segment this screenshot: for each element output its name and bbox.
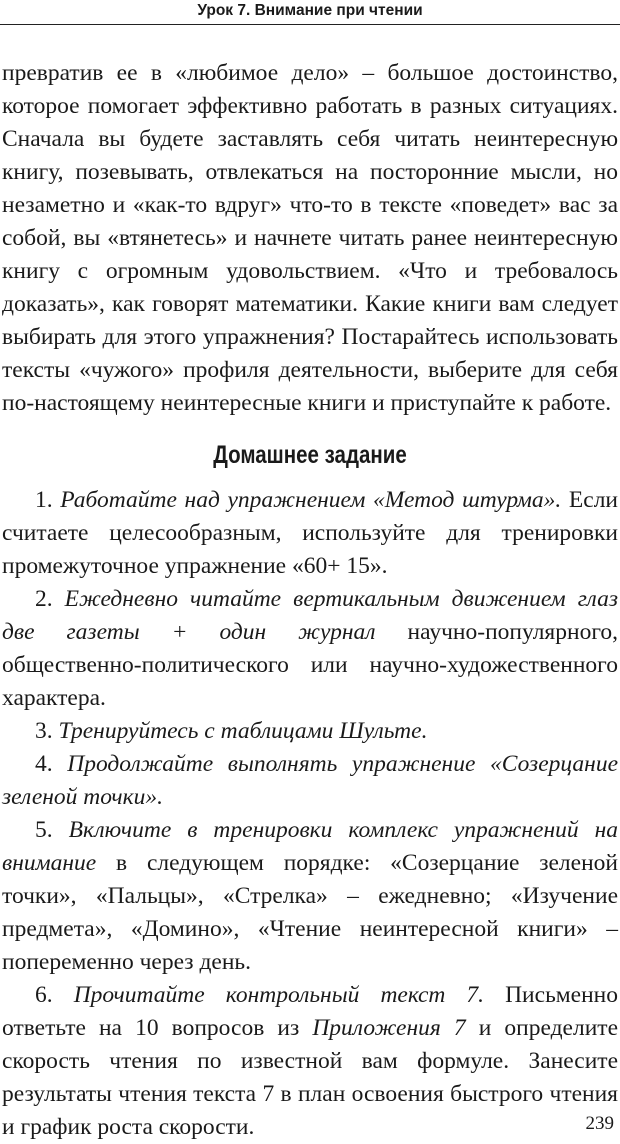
task-number: 3. <box>35 718 53 744</box>
task-instruction: Включите в тренировки комплекс упражнений на внимание <box>2 817 618 876</box>
appendix-reference: Приложения 7 <box>312 1015 466 1041</box>
task-3 <box>2 715 618 748</box>
task-number: 2. <box>35 586 53 612</box>
task-text: Письменно ответьте на 10 вопросов из <box>2 982 618 1041</box>
task-1 <box>2 484 618 583</box>
section-title: Домашнее задание <box>213 441 407 469</box>
task-6 <box>2 979 618 1144</box>
task-instruction: Прочитайте контрольный текст 7. <box>73 982 485 1008</box>
task-text: и определите скорость чтения по известной вам формуле. Занесите результаты чтения текста 7 в план освоения быстрого чтения и график роста скорости. <box>2 1015 618 1140</box>
task-text: в следующем порядке: «Созерцание зеленой точки», «Пальцы», «Стрелка» – ежедневно; «Изучение предмета», «Домино», «Чтение неинтересной книги» – попеременно через день. <box>2 850 618 975</box>
task-number: 1. <box>35 487 53 513</box>
running-header: Урок 7. Внимание при чтении <box>197 2 423 19</box>
intro-paragraph: превратив ее в «любимое дело» – большое достоинство, которое помогает эффективно работать в разных ситуациях. Сначала вы будете заставлять себя читать неинтересную книгу, позевывать, отвлекаться на посторонние мысли, но незаметно и «как-то вдруг» что-то в тексте «поведет» вас за собой, вы «втянетесь» и начнете читать ранее неинтересную книгу с огромным удовольствием. «Что и требовалось доказать», как говорят математики. Какие книги вам следует выбирать для этого упражнения? Постарайтесь использовать тексты «чужого» профиля деятельности, выберите для себя по-настоящему неинтересные книги и приступайте к работе. <box>2 60 618 416</box>
task-text: научно-популярного, общественно-политического или научно-художественного характера. <box>2 619 618 711</box>
page-number: 239 <box>585 1113 614 1134</box>
task-5 <box>2 814 618 979</box>
task-instruction: Продолжайте выполнять упражнение «Созерцание зеленой точки». <box>2 751 619 810</box>
header-rule <box>0 24 620 25</box>
task-number: 4. <box>35 751 53 777</box>
task-instruction: Ежедневно читайте вертикальным движением глаз две газеты + один журнал <box>2 586 618 645</box>
task-text: Если считаете целесообразным, используйте для тренировки промежуточное упражнение «60+ 15». <box>2 487 619 579</box>
task-4 <box>2 748 618 814</box>
task-instruction: Тренируйтесь с таблицами Шульте. <box>58 718 428 744</box>
page-body <box>2 57 618 1144</box>
task-number: 5. <box>35 817 53 843</box>
task-number: 6. <box>35 982 53 1008</box>
task-2 <box>2 583 618 715</box>
task-instruction: Работайте над упражнением «Метод штурма». <box>60 487 562 513</box>
